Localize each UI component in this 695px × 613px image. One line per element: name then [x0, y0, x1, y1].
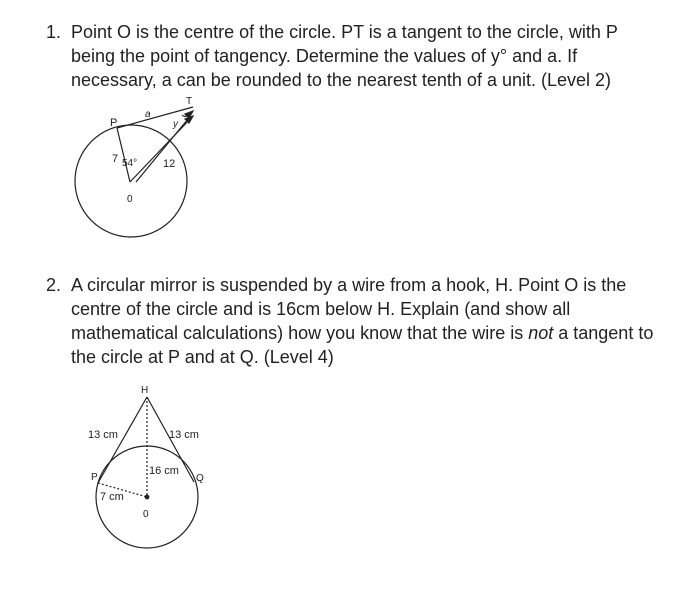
figure-2-labels: [88, 385, 204, 520]
label-angle: 54°: [122, 158, 138, 169]
label-h: H: [141, 385, 149, 396]
label-p: P: [91, 472, 98, 483]
radius-op: [117, 128, 130, 182]
label-radius: 7 cm: [100, 491, 124, 503]
arrow-line: [136, 119, 188, 182]
tangent-line-pt: [117, 107, 193, 128]
question-number: 2.: [46, 275, 62, 295]
label-ho: 16 cm: [149, 465, 179, 477]
question-text-emphasis: not: [528, 323, 554, 343]
label-right-wire: 13 cm: [169, 429, 199, 441]
figure-2: [96, 397, 198, 548]
label-q: Q: [196, 473, 204, 484]
label-side-ot: 12: [163, 158, 176, 170]
label-y: y: [173, 119, 178, 130]
label-o: 0: [143, 509, 149, 520]
question-text: Point O is the centre of the circle. PT is a tangent to the circle, with P being the point of tangency. Determine the values of y° and a. If necessary, a can be rounded to the nearest tenth of a unit. (Level 2): [71, 22, 618, 90]
label-a: a: [145, 109, 151, 120]
question-number: 1.: [46, 22, 62, 42]
question-text-part: A circular mirror is suspended by a wire from a hook, H. Point O is the centre of the circle and is 16cm below H. Explain (and show all mathematical calculations) how you know that the wire is: [71, 275, 627, 343]
label-p: P: [110, 117, 118, 129]
label-t: T: [186, 96, 193, 107]
question-text-part: a tangent to the circle at P and at Q. (Level 4): [71, 323, 654, 367]
centre-point: [145, 495, 149, 499]
label-o: 0: [127, 194, 133, 205]
label-side-po: 7: [112, 153, 119, 165]
label-left-wire: 13 cm: [88, 429, 118, 441]
